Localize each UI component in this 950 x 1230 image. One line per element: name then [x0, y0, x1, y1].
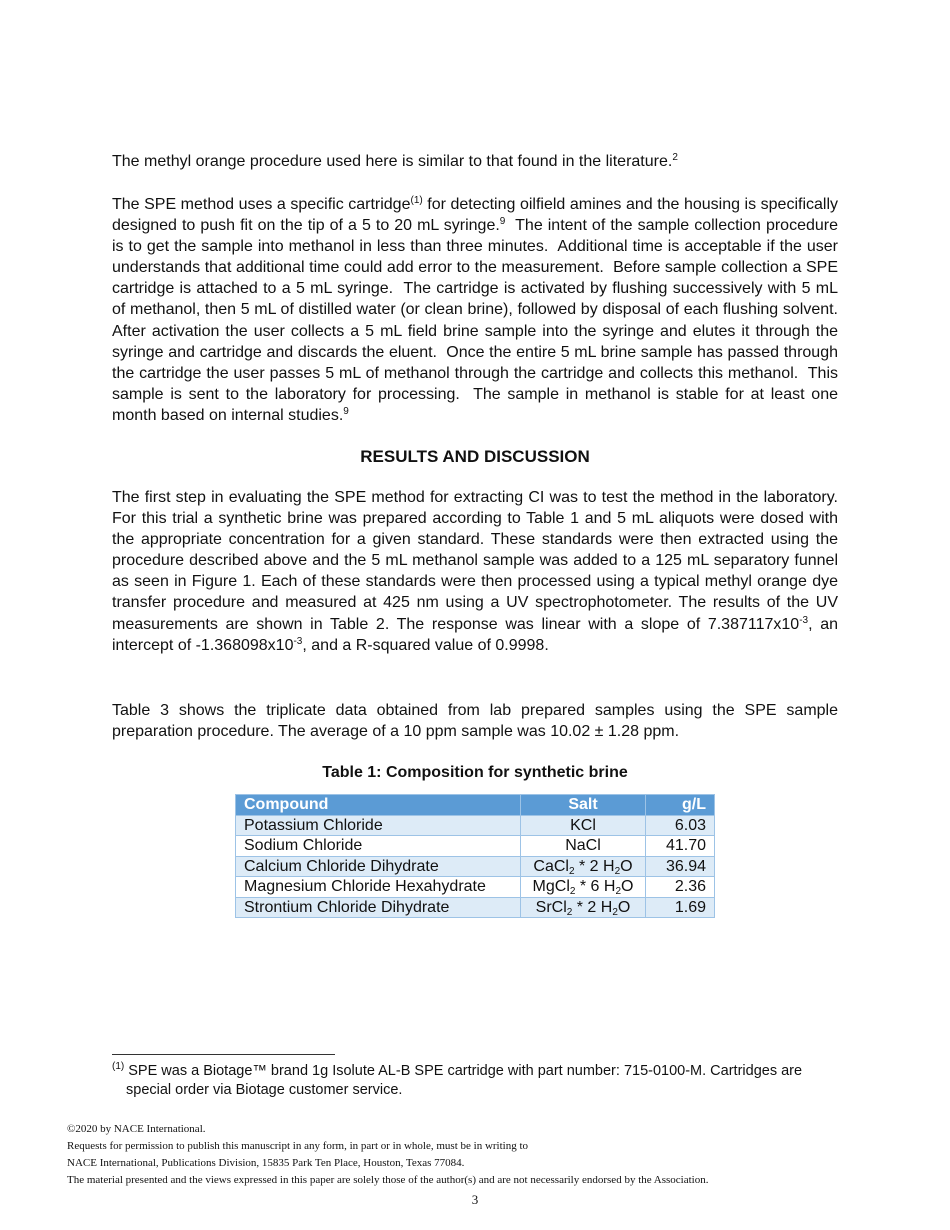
text: The first step in evaluating the SPE method for extracting CI was to test the method in the laboratory. For this trial a synthetic brine was prepared according to Table 1 and 5 mL aliquots were dosed with the appropriate concentration for a given standard. These standards were then extracted using the procedure described above and the 5 mL methanol sample was added to a 125 mL separatory funnel as seen in Figure 1. Each of these standards were then processed using a typical methyl orange dye transfer procedure and measured at 425 nm using a UV spectrophotometer. The results of the UV measurements are shown in Table 2. The response was linear with a slope of 7.387117x10 — [112, 489, 838, 633]
formula-part: O — [620, 857, 633, 875]
cell-salt — [521, 897, 646, 918]
formula-part: MgCl — [532, 878, 570, 896]
footnote-divider — [112, 1054, 335, 1055]
formula-part: KCl — [570, 816, 596, 834]
exponent: -3 — [799, 614, 809, 626]
cell-compound: Calcium Chloride Dihydrate — [236, 856, 521, 877]
citation: 2 — [672, 152, 678, 163]
permission-notice: Requests for permission to publish this manuscript in any form, in part or in whole, must be in writing to — [67, 1140, 529, 1152]
subscript: 2 — [568, 865, 575, 877]
subscript: 2 — [569, 886, 576, 898]
paragraph-table3: Table 3 shows the triplicate data obtained from lab prepared samples using the SPE sample preparation procedure. The average of a 10 ppm sample was 10.02 ± 1.28 ppm. — [112, 702, 838, 741]
citation: 9 — [343, 405, 349, 417]
text: The SPE method uses a specific cartridge — [112, 196, 411, 213]
cell-salt — [521, 836, 646, 857]
subscript: 2 — [612, 906, 618, 918]
formula-part: O — [621, 878, 634, 896]
footnote-mark: (1) — [112, 1061, 125, 1072]
footnote-text: SPE was a Biotage™ brand 1g Isolute AL-B SPE cartridge with part number: 715-0100-M. Cartridges are special order via Biotage customer service. — [124, 1063, 803, 1098]
cell-compound: Magnesium Chloride Hexahydrate — [236, 877, 521, 898]
text: , and a R-squared value of 0.9998. — [302, 636, 549, 654]
copyright: ©2020 by NACE International. — [67, 1123, 206, 1135]
subscript: 2 — [614, 865, 621, 877]
header-salt: Salt — [521, 795, 646, 816]
table-caption: Table 1: Composition for synthetic brine — [322, 764, 628, 781]
formula-part: * 6 H — [575, 878, 616, 896]
citation: 9 — [499, 216, 506, 228]
cell-compound: Potassium Chloride — [236, 815, 521, 836]
cell-salt — [521, 856, 646, 877]
text: The methyl orange procedure used here is similar to that found in the literature. — [112, 153, 673, 170]
table-row — [236, 815, 715, 836]
formula-part: O — [617, 898, 631, 916]
table-row — [236, 856, 715, 877]
subscript: 2 — [566, 906, 573, 918]
formula-part: CaCl — [533, 857, 569, 875]
formula-part: * 2 H — [572, 898, 613, 916]
exponent: -3 — [293, 635, 303, 647]
text: The intent of the sample collection procedure is to get the sample into methanol in less than three minutes. Additional time is acceptable if the user understands that additional time could add error to the measurement. Before sample collection a SPE cartridge is attached to a 5 mL syringe. The cartridge is activated by flushing successively with 5 mL of methanol, then 5 mL of distilled water (or clean brine), followed by disposal of each flushing solvent. After activation the user collects a 5 mL field brine sample into the syringe and elutes it through the syringe and cartridge and discards the eluent. Once the entire 5 mL brine sample has passed through the cartridge the user passes 5 mL of methanol through the cartridge and collects this methanol. This sample is sent to the laboratory for processing. The sample in methanol is stable for at least one month based on internal studies. — [112, 217, 847, 424]
cell-gl: 1.69 — [646, 897, 715, 918]
formula-part: SrCl — [535, 898, 567, 916]
cell-gl: 41.70 — [646, 836, 715, 857]
section-heading: RESULTS AND DISCUSSION — [360, 447, 590, 466]
composition-table — [235, 794, 715, 918]
header-compound: Compound — [236, 795, 521, 816]
publisher-address: NACE International, Publications Division, 15835 Park Ten Place, Houston, Texas 77084. — [67, 1157, 465, 1169]
cell-salt — [521, 815, 646, 836]
cell-gl: 36.94 — [646, 856, 715, 877]
cell-compound: Strontium Chloride Dihydrate — [236, 897, 521, 918]
footnote — [112, 1062, 846, 1100]
cell-compound: Sodium Chloride — [236, 836, 521, 857]
cell-gl: 6.03 — [646, 815, 715, 836]
table-row — [236, 836, 715, 857]
footnote-ref: (1) — [410, 195, 423, 206]
paragraph-methyl-orange — [112, 151, 838, 172]
cell-salt — [521, 877, 646, 898]
paragraph-spe-method — [112, 194, 847, 426]
cell-gl: 2.36 — [646, 877, 715, 898]
page-number: 3 — [471, 1192, 479, 1207]
text: , an intercept of -1.368098x10 — [112, 615, 838, 654]
text: for detecting oilfield amines and the housing is specifically designed to push fit on the tip of a 5 to 20 mL syringe. — [112, 196, 839, 235]
paragraph-first-step — [112, 487, 838, 656]
formula-part: * 2 H — [574, 857, 615, 875]
formula-part: NaCl — [565, 837, 601, 855]
table-header-row — [236, 795, 715, 816]
subscript: 2 — [615, 886, 622, 898]
table-row — [236, 877, 715, 898]
disclaimer: The material presented and the views expressed in this paper are solely those of the author(s) and are not necessarily endorsed by the Association. — [67, 1174, 709, 1186]
table-row — [236, 897, 715, 918]
header-gl: g/L — [646, 795, 715, 816]
